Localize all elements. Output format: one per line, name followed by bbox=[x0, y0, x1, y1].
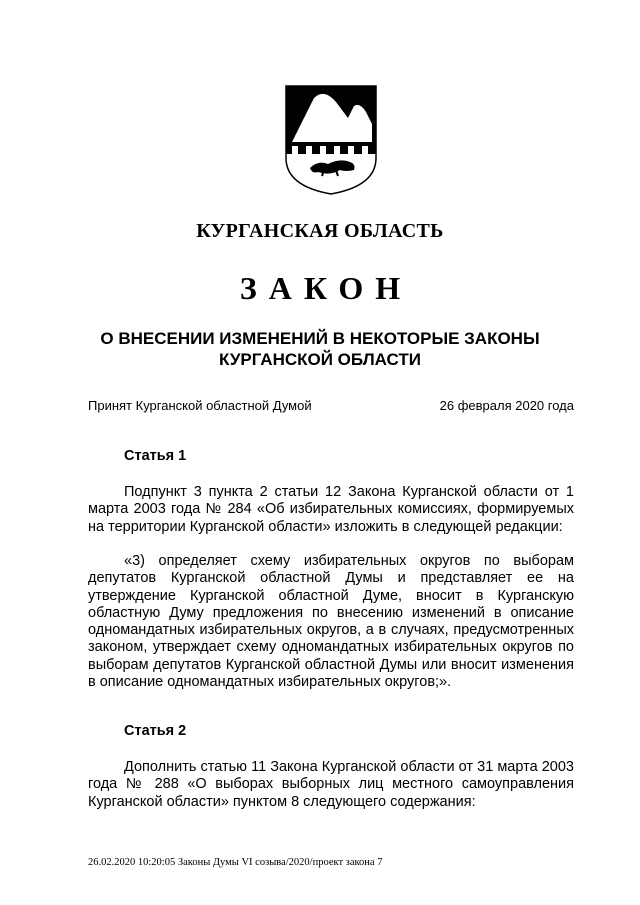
article-2-heading: Статья 2 bbox=[124, 723, 187, 739]
title-line-1: О ВНЕСЕНИИ ИЗМЕНЕНИЙ В НЕКОТОРЫЕ ЗАКОНЫ bbox=[100, 329, 540, 348]
article-2-paragraph-1: Дополнить статью 11 Закона Курганской области от 31 марта 2003 года № 288 «О выборах выборных лиц местного самоуправления Курганской области» пунктом 8 следующего содержания: bbox=[88, 759, 574, 810]
adoption-date: 26 февраля 2020 года bbox=[439, 398, 574, 413]
article-1-paragraph-1: Подпункт 3 пункта 2 статьи 12 Закона Курганской области от 1 марта 2003 года № 284 «Об избирательных комиссиях, формируемых на территории Курганской области» изложить в следующей редакции: bbox=[88, 484, 574, 535]
adopted-by: Принят Курганской областной Думой bbox=[88, 398, 312, 413]
document-type: ЗАКОН bbox=[239, 270, 413, 306]
title-line-2: КУРГАНСКОЙ ОБЛАСТИ bbox=[219, 350, 421, 369]
document-title bbox=[80, 328, 560, 370]
document-footer: 26.02.2020 10:20:05 Законы Думы VI созыва/2020/проект закона 7 bbox=[88, 857, 383, 868]
region-name: КУРГАНСКАЯ ОБЛАСТЬ bbox=[196, 220, 444, 242]
adoption-info bbox=[88, 398, 574, 413]
coat-of-arms-icon bbox=[284, 84, 378, 196]
article-1-paragraph-2: «3) определяет схему избирательных округов по выборам депутатов Курганской областной Думы и представляет ее на утверждение Курганской областной Думе, вносит в Курганскую областную Думу предложения по внесению изменений в описание одномандатных избирательных округов, а в случаях, предусмотренных законом, утверждает схему одномандатных избирательных округов по выборам депутатов Курганской областной Думы или вносит изменения в описание одномандатных избирательных округов;». bbox=[88, 553, 574, 691]
article-1-heading: Статья 1 bbox=[124, 448, 187, 464]
